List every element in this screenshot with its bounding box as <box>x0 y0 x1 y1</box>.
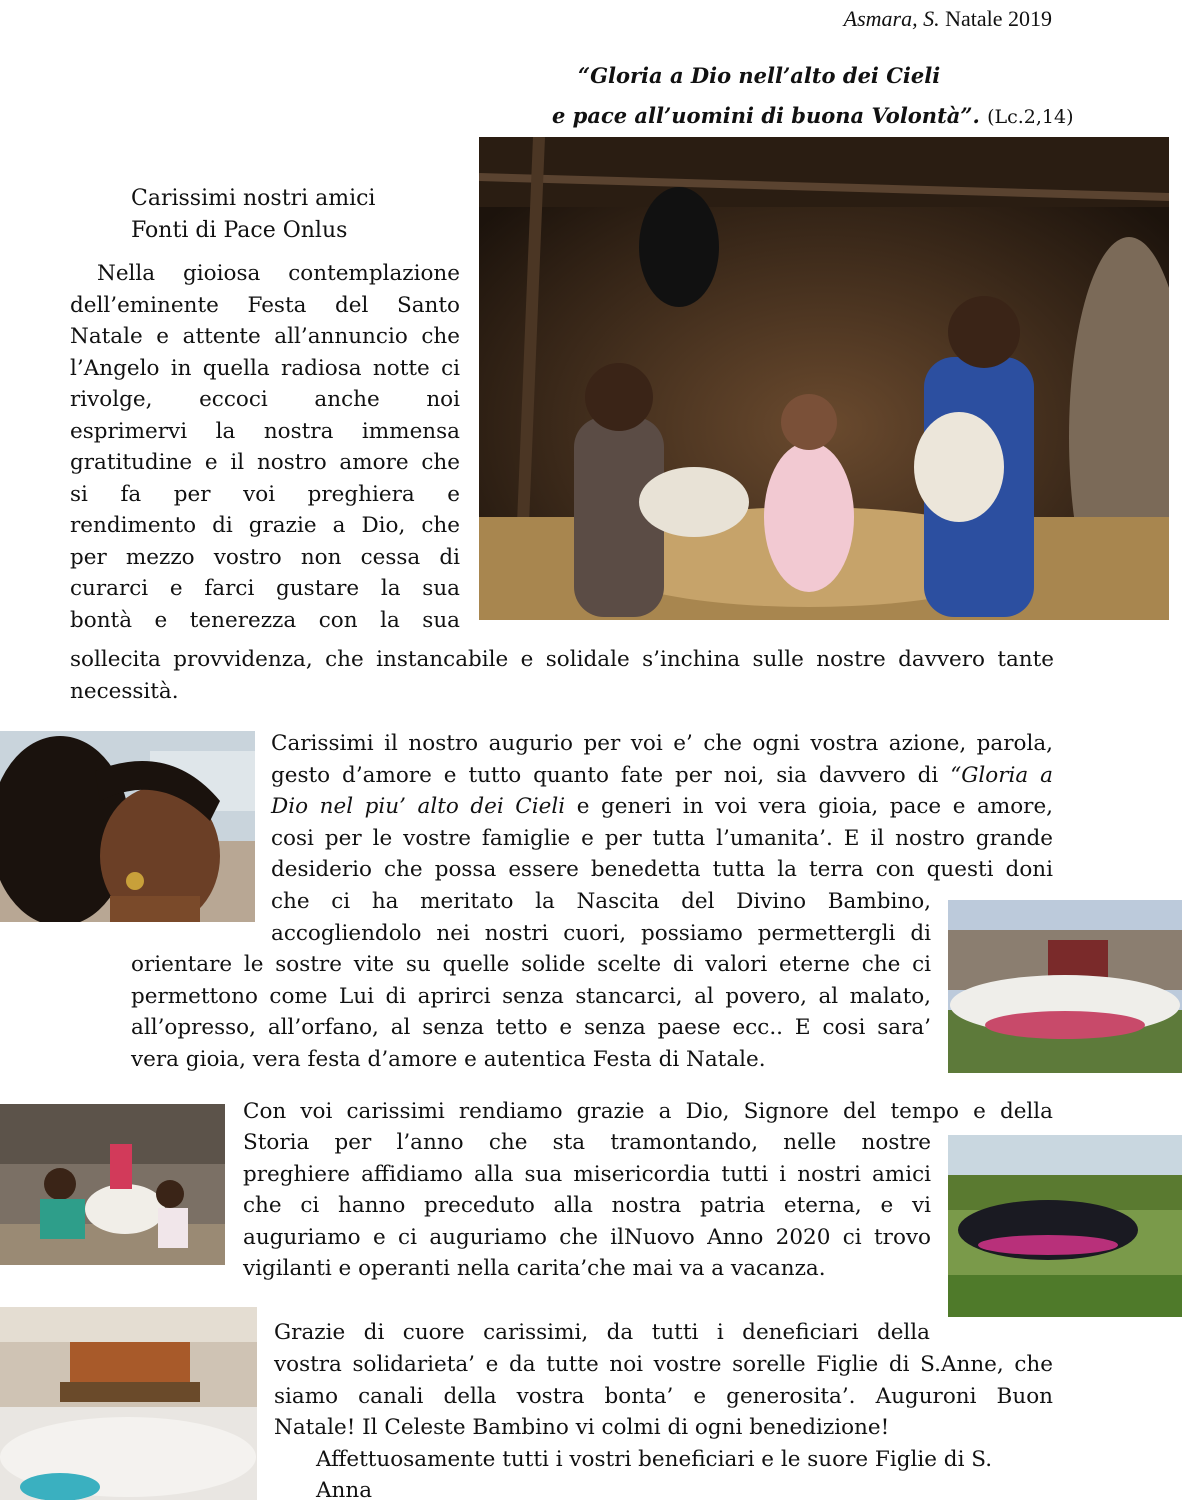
p3-line: preghiere affidiamo alla sua misericordia tutti i nostri amici <box>243 1161 931 1187</box>
p2-line-2 <box>271 760 1053 792</box>
header-year: Natale 2019 <box>945 6 1052 31</box>
p2-line-5: desiderio che possa essere benedetta tutta la terra con questi doni <box>271 857 1053 882</box>
quote-line-2 <box>552 100 1074 133</box>
graduation-photo <box>948 1135 1182 1317</box>
p3-line: auguriamo e ci auguriamo che ilNuovo Anno 2020 ci trovo <box>243 1224 931 1250</box>
p2-line-1: Carissimi il nostro augurio per voi e’ che ogni vostra azione, parola, <box>271 731 1053 756</box>
women-with-sheep-photo <box>0 1104 225 1265</box>
p1-line: Nella gioiosa contemplazione <box>97 261 460 286</box>
p3-line: che ci hanno preceduto alla nostra patria eterna, e vi <box>243 1193 931 1218</box>
p2-line-8: orientare le sostre vite su quelle solide scelte di valori eterne che ci <box>131 952 931 977</box>
p2-line-3 <box>271 791 1053 823</box>
quote-text-2: e pace all’uomini di buona Volontà”. <box>552 103 980 128</box>
p4-line: vostra solidarieta’ e da tutte noi vostre sorelle Figlie di S.Anne, che <box>274 1352 1053 1377</box>
p2-line-2-text: gesto d’amore e tutto quanto fate per noi, sia davvero di <box>271 762 951 788</box>
header-place: Asmara, S. <box>843 6 940 31</box>
p2-line-3-quote: Dio nel piu’ alto dei Cieli <box>271 794 566 819</box>
greeting-line-2: Fonti di Pace Onlus <box>131 218 348 243</box>
p1-line: bontà e tenerezza con la sua <box>70 607 460 633</box>
p4-line: Grazie di cuore carissimi, da tutti i deneficiari della <box>274 1320 930 1345</box>
greeting-line-1: Carissimi nostri amici <box>131 186 376 211</box>
p2-line-11: vera gioia, vera festa d’amore e autentica Festa di Natale. <box>131 1046 766 1072</box>
signature: Affettuosamente tutti i vostri beneficiari e le suore Figlie di S. Anna <box>316 1446 993 1503</box>
p2-line-4: cosi per le vostre famiglie e per tutta l’umanita’. E il nostro grande <box>271 825 1053 851</box>
paragraph-2-middle <box>271 886 931 949</box>
paragraph-3-top <box>243 1096 1053 1128</box>
p1-line: esprimervi la nostra immensa <box>70 418 460 444</box>
p1-line: si fa per voi preghiera e <box>70 481 460 507</box>
group-women-photo <box>948 900 1182 1073</box>
assembly-hall-photo <box>0 1307 257 1500</box>
paragraph-1-continued <box>70 644 1054 707</box>
p1-line: Natale e attente all’annuncio che <box>70 324 460 349</box>
p1-line: l’Angelo in quella radiosa notte ci <box>70 355 460 381</box>
p3-line: Con voi carissimi rendiamo grazie a Dio, Signore del tempo e della <box>243 1099 1053 1124</box>
paragraph-1 <box>70 258 460 636</box>
p1-line: gratitudine e il nostro amore che <box>70 450 460 475</box>
p4-line: Natale! Il Celeste Bambino vi colmi di ogni benedizione! <box>274 1415 890 1440</box>
p1-line: rivolge, eccoci anche noi <box>70 387 460 412</box>
woman-portrait-photo <box>0 731 255 922</box>
paragraph-2-bottom <box>131 949 931 1075</box>
header-date <box>844 6 1052 32</box>
p2-line-7: accogliendolo nei nostri cuori, possiamo permettergli di <box>271 920 931 946</box>
p3-line: Storia per l’anno che sta tramontando, nelle nostre <box>243 1130 931 1155</box>
paragraph-3-rest <box>243 1127 931 1285</box>
nativity-photo <box>479 137 1169 620</box>
p2-line-9: permettono come Lui di aprirci senza stancarci, al povero, al malato, <box>131 983 931 1009</box>
paragraph-2-top <box>271 728 1053 886</box>
p4-line: siamo canali della vostra bonta’ e generosita’. Auguroni Buon <box>274 1383 1053 1409</box>
p1-line: rendimento di grazie a Dio, che <box>70 513 460 538</box>
p3-line: vigilanti e operanti nella carita’che mai va a vacanza. <box>243 1256 826 1281</box>
p1-line: dell’eminente Festa del Santo <box>70 292 460 318</box>
p2-line-6: che ci ha meritato la Nascita del Divino Bambino, <box>271 889 931 914</box>
p2-line-3-text: e generi in voi vera gioia, pace e amore, <box>565 794 1053 819</box>
p1-line: per mezzo vostro non cessa di <box>70 544 460 570</box>
p1-line: sollecita provvidenza, che instancabile e solidale s’inchina sulle nostre davvero tante <box>70 647 1054 672</box>
p2-line-2-quote: “Gloria a <box>950 762 1053 788</box>
p1-line: necessità. <box>70 678 179 704</box>
quote-line-1: “Gloria a Dio nell’alto dei Cieli <box>578 63 941 88</box>
paragraph-4-rest <box>274 1349 1053 1507</box>
paragraph-4-top <box>274 1317 930 1349</box>
p1-line: curarci e farci gustare la sua <box>70 576 460 601</box>
quote-reference: (Lc.2,14) <box>987 106 1074 128</box>
p2-line-10: all’opresso, all’orfano, al senza tetto e senza paese ecc.. E cosi sara’ <box>131 1015 931 1040</box>
